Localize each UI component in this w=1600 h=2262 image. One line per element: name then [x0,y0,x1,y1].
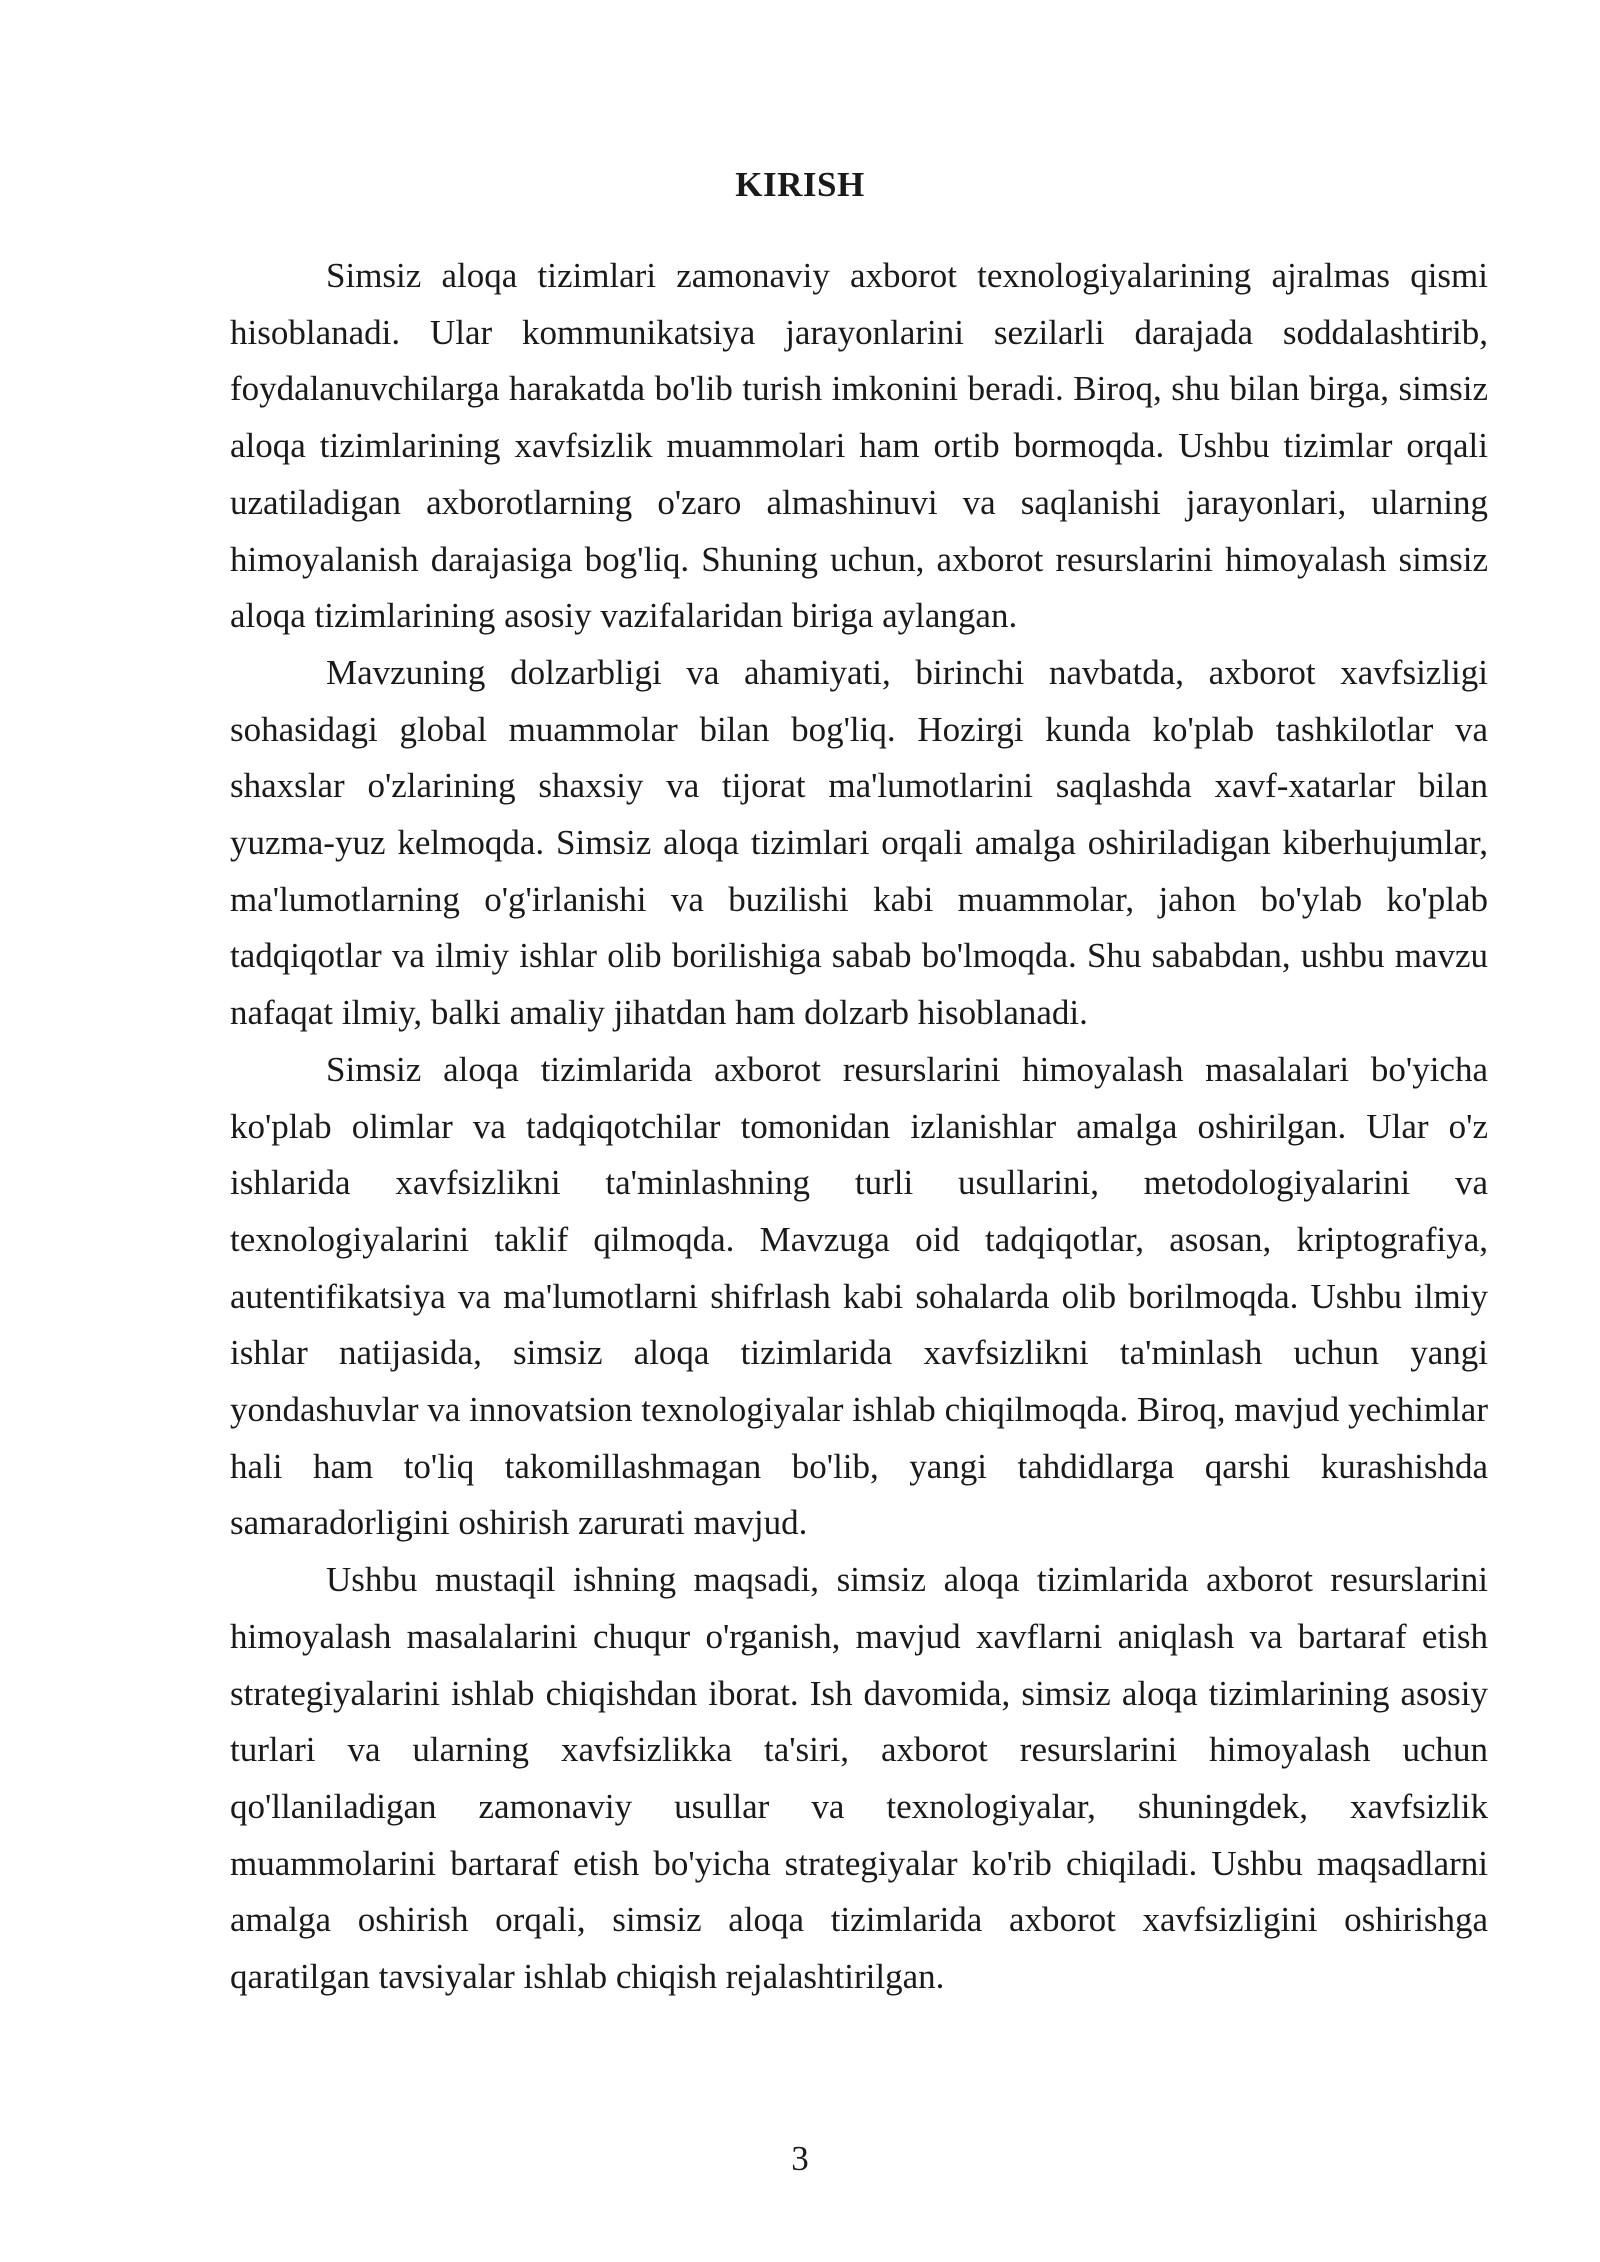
page-number: 3 [791,2139,809,2178]
paragraph-goal: Ushbu mustaqil ishning maqsadi, simsiz aloqa tizimlarida axborot resurslarini himoyalash masalalarini chuqur o'rganish, mavjud xavflarni aniqlash va bartaraf etish strategiyalarini ishlab chiqishdan iborat. Ish davomida, simsiz aloqa tizimlarining asosiy turlari va ularning xavfsizlikka ta'siri, axborot resurslarini himoyalash uchun qo'llaniladigan zamonaviy usullar va texnologiyalar, shuningdek, xavfsizlik muammolarini bartaraf etish bo'yicha strategiyalar ko'rib chiqiladi. Ushbu maqsadlarni amalga oshirish orqali, simsiz aloqa tizimlarida axborot xavfsizligini oshirishga qaratilgan tavsiyalar ishlab chiqish rejalashtirilgan. [230,1560,1488,1997]
paragraph-intro: Simsiz aloqa tizimlari zamonaviy axborot texnologiyalarining ajralmas qismi hisoblanadi. Ular kommunikatsiya jarayonlarini sezilarli darajada soddalashtirib, foydalanuvchilarga harakatda bo'lib turish imkonini beradi. Biroq, shu bilan birga, simsiz aloqa tizimlarining xavfsizlik muammolari ham ortib bormoqda. Ushbu tizimlar orqali uzatiladigan axborotlarning o'zaro almashinuvi va saqlanishi jarayonlari, ularning himoyalanish darajasiga bog'liq. Shuning uchun, axborot resurslarini himoyalash simsiz aloqa tizimlarining asosiy vazifalaridan biriga aylangan. [230,256,1488,636]
section-heading: KIRISH [735,165,865,204]
body-text [230,248,1488,2006]
paragraph-relevance: Mavzuning dolzarbligi va ahamiyati, birinchi navbatda, axborot xavfsizligi sohasidagi global muammolar bilan bog'liq. Hozirgi kunda ko'plab tashkilotlar va shaxslar o'zlarining shaxsiy va tijorat ma'lumotlarini saqlashda xavf-xatarlar bilan yuzma-yuz kelmoqda. Simsiz aloqa tizimlari orqali amalga oshiriladigan kiberhujumlar, ma'lumotlarning o'g'irlanishi va buzilishi kabi muammolar, jahon bo'ylab ko'plab tadqiqotlar va ilmiy ishlar olib borilishiga sabab bo'lmoqda. Shu sababdan, ushbu mavzu nafaqat ilmiy, balki amaliy jihatdan ham dolzarb hisoblanadi. [230,652,1488,1033]
paragraph-research: Simsiz aloqa tizimlarida axborot resurslarini himoyalash masalalari bo'yicha ko'plab olimlar va tadqiqotchilar tomonidan izlanishlar amalga oshirilgan. Ular o'z ishlarida xavfsizlikni ta'minlashning turli usullarini, metodologiyalarini va texnologiyalarini taklif qilmoqda. Mavzuga oid tadqiqotlar, asosan, kriptografiya, autentifikatsiya va ma'lumotlarni shifrlash kabi sohalarda olib borilmoqda. Ushbu ilmiy ishlar natijasida, simsiz aloqa tizimlarida xavfsizlikni ta'minlash uchun yangi yondashuvlar va innovatsion texnologiyalar ishlab chiqilmoqda. Biroq, mavjud yechimlar hali ham to'liq takomillashmagan bo'lib, yangi tahdidlarga qarshi kurashishda samaradorligini oshirish zarurati mavjud. [230,1049,1488,1543]
